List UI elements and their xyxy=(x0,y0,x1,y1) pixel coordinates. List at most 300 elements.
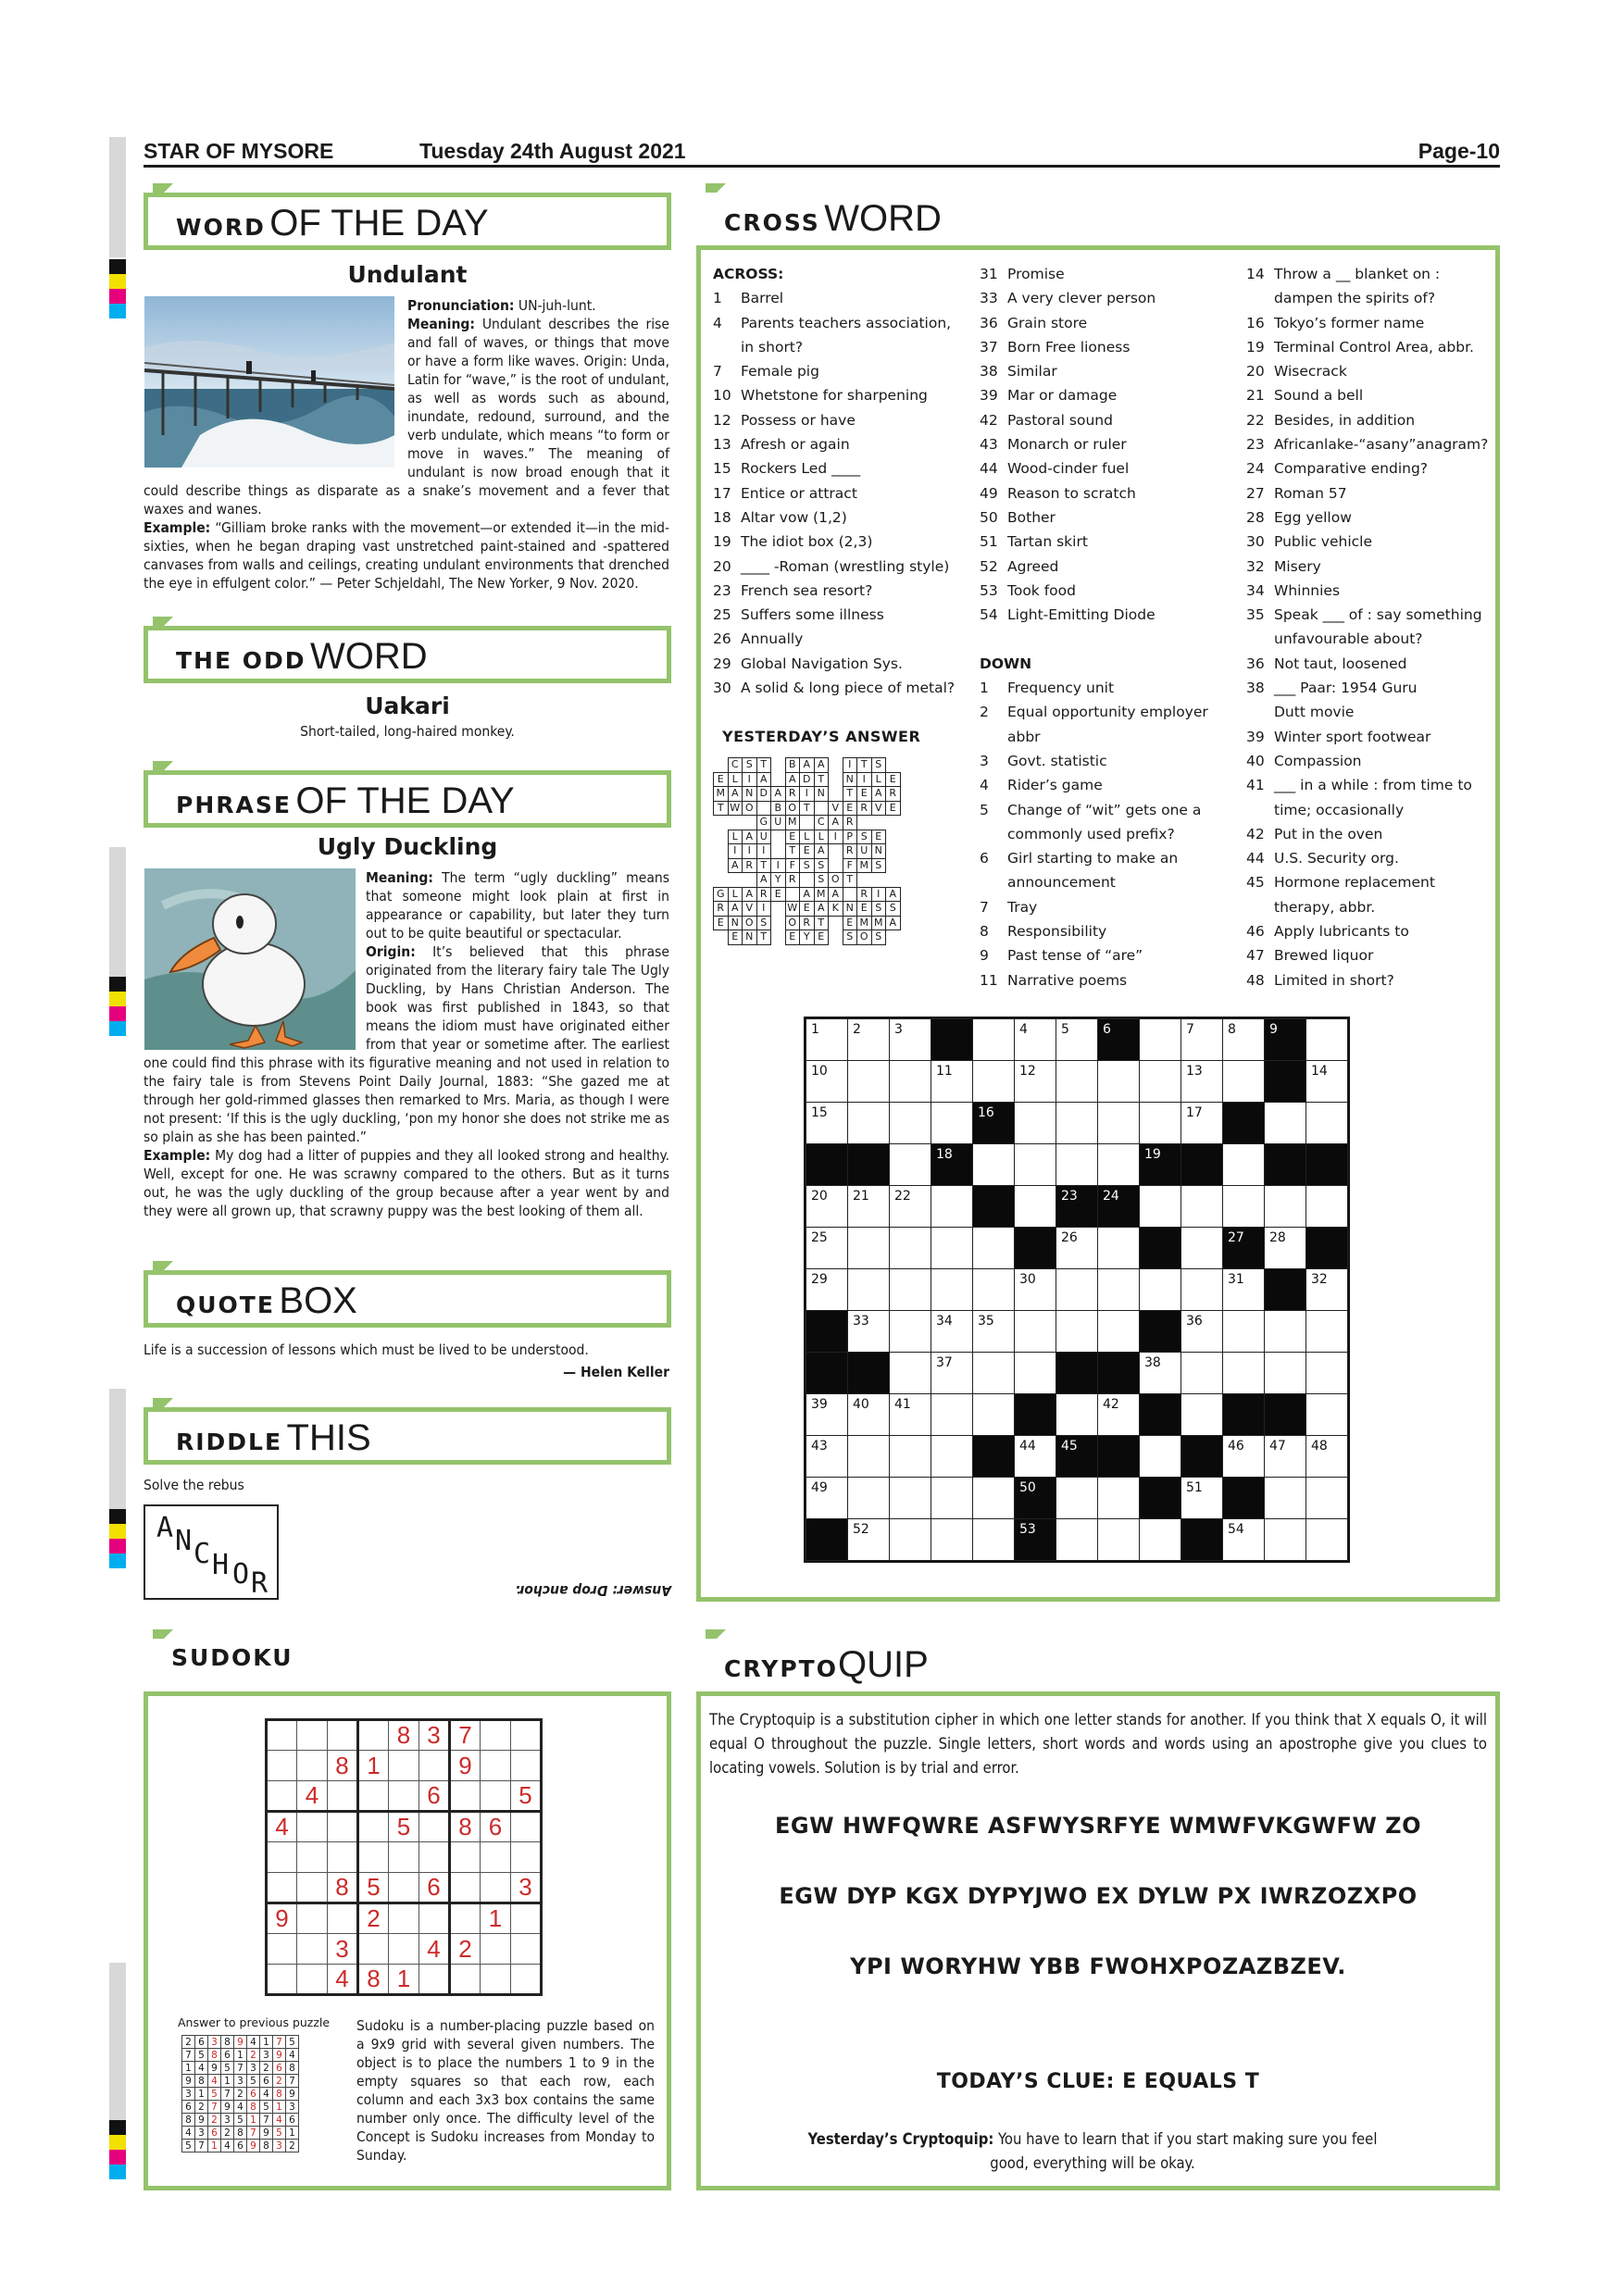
mini-cell: 3 xyxy=(182,2088,195,2101)
mini-cell: 2 xyxy=(182,2036,195,2049)
grid-cell[interactable] xyxy=(931,1186,973,1228)
sudoku-cell[interactable] xyxy=(511,1751,542,1781)
grid-cell[interactable] xyxy=(1140,1186,1181,1228)
grid-cell[interactable] xyxy=(931,1478,973,1519)
grid-cell[interactable] xyxy=(1056,1019,1098,1061)
grid-cell[interactable] xyxy=(1181,1186,1223,1228)
grid-cell[interactable] xyxy=(1306,1353,1348,1394)
sudoku-cell[interactable] xyxy=(297,1903,328,1934)
clue-text: Throw a __ blanket on : xyxy=(1274,266,1441,282)
sudoku-cell[interactable] xyxy=(297,1751,328,1781)
sudoku-cell[interactable] xyxy=(450,1873,481,1903)
sudoku-cell[interactable] xyxy=(267,1965,297,1995)
sudoku-cell[interactable] xyxy=(267,1873,297,1903)
grid-cell[interactable] xyxy=(1223,1269,1265,1311)
cell-number: 5 xyxy=(1061,1022,1069,1037)
grid-cell[interactable] xyxy=(1265,1353,1306,1394)
sudoku-cell[interactable] xyxy=(328,1720,358,1751)
black-square xyxy=(973,1436,1015,1478)
clue-row xyxy=(980,408,1230,432)
clue-row xyxy=(1246,822,1496,846)
grid-row xyxy=(806,1186,1348,1228)
grid-cell[interactable] xyxy=(848,1103,890,1144)
grid-cell[interactable] xyxy=(1181,1311,1223,1353)
answer-cell: S xyxy=(871,930,886,945)
answer-cell: R xyxy=(843,844,857,859)
grid-cell[interactable] xyxy=(973,1061,1015,1103)
sudoku-cell[interactable] xyxy=(328,1812,358,1842)
grid-cell[interactable] xyxy=(806,1103,848,1144)
answer-cell: E xyxy=(886,772,901,787)
phrase-title: Ugly Duckling xyxy=(317,833,498,860)
cell-number: 34 xyxy=(936,1314,953,1329)
answer-cell: S xyxy=(743,758,757,773)
sudoku-cell[interactable] xyxy=(450,1903,481,1934)
grid-cell[interactable] xyxy=(890,1311,931,1353)
cell-number: 19 xyxy=(1144,1147,1161,1162)
grid-cell[interactable] xyxy=(848,1478,890,1519)
sudoku-cell[interactable] xyxy=(358,1934,389,1965)
grid-cell[interactable] xyxy=(1140,1103,1181,1144)
rebus-box xyxy=(144,1504,279,1600)
mini-cell: 6 xyxy=(182,2101,195,2114)
grid-cell[interactable] xyxy=(1098,1519,1140,1561)
sudoku-cell[interactable] xyxy=(358,1812,389,1842)
clue-text: Tartan skirt xyxy=(1007,533,1088,551)
sudoku-cell[interactable] xyxy=(389,1903,419,1934)
mini-cell: 5 xyxy=(247,2075,260,2088)
sudoku-cell: 4 xyxy=(297,1781,328,1812)
sudoku-cell[interactable] xyxy=(511,1934,542,1965)
sudoku-cell[interactable] xyxy=(511,1842,542,1873)
grid-cell[interactable] xyxy=(1265,1228,1306,1269)
grid-cell[interactable] xyxy=(1265,1519,1306,1561)
grid-cell[interactable] xyxy=(1306,1269,1348,1311)
sudoku-cell[interactable] xyxy=(389,1873,419,1903)
grid-cell[interactable] xyxy=(1181,1228,1223,1269)
clue-number: 13 xyxy=(713,436,731,454)
cryptoquip-line-3: YPI WORYHW YBB FWOHXPOZAZBZEV. xyxy=(850,1953,1346,1979)
black-square xyxy=(848,1144,890,1186)
grid-cell[interactable] xyxy=(890,1519,931,1561)
clue-number: 23 xyxy=(1246,436,1265,454)
answer-cell: R xyxy=(756,887,771,902)
grid-cell[interactable] xyxy=(890,1478,931,1519)
sudoku-cell[interactable] xyxy=(481,1781,511,1812)
grid-cell[interactable] xyxy=(1056,1144,1098,1186)
grid-cell[interactable] xyxy=(1140,1436,1181,1478)
grid-cell[interactable] xyxy=(806,1478,848,1519)
grid-cell[interactable] xyxy=(1306,1311,1348,1353)
grid-cell[interactable] xyxy=(1223,1519,1265,1561)
black-square xyxy=(1140,1144,1181,1186)
grid-cell[interactable] xyxy=(1140,1019,1181,1061)
grid-cell[interactable] xyxy=(806,1269,848,1311)
grid-cell[interactable] xyxy=(931,1436,973,1478)
sudoku-cell[interactable] xyxy=(450,1842,481,1873)
grid-cell[interactable] xyxy=(1015,1269,1056,1311)
answer-cell: S xyxy=(871,758,886,773)
sudoku-cell[interactable] xyxy=(297,1812,328,1842)
grid-cell[interactable] xyxy=(973,1269,1015,1311)
grid-cell[interactable] xyxy=(1306,1103,1348,1144)
sudoku-cell[interactable] xyxy=(419,1812,450,1842)
grid-cell[interactable] xyxy=(806,1061,848,1103)
grid-cell[interactable] xyxy=(1056,1478,1098,1519)
cell-number: 45 xyxy=(1061,1439,1078,1454)
answer-cell: S xyxy=(814,858,829,873)
grid-cell[interactable] xyxy=(1015,1061,1056,1103)
grid-cell[interactable] xyxy=(848,1519,890,1561)
grid-cell[interactable] xyxy=(890,1103,931,1144)
grid-cell[interactable] xyxy=(931,1228,973,1269)
grid-cell[interactable] xyxy=(890,1394,931,1436)
clue-number: 9 xyxy=(980,947,989,965)
clue-text: Egg yellow xyxy=(1274,508,1352,526)
sudoku-cell[interactable] xyxy=(389,1934,419,1965)
grid-cell[interactable] xyxy=(1056,1311,1098,1353)
clue-text: Winter sport footwear xyxy=(1274,728,1431,745)
rebus-letter: N xyxy=(175,1525,193,1557)
grid-cell[interactable] xyxy=(1181,1269,1223,1311)
grid-cell[interactable] xyxy=(1223,1311,1265,1353)
grid-cell[interactable] xyxy=(1223,1186,1265,1228)
grid-cell[interactable] xyxy=(890,1019,931,1061)
sudoku-cell[interactable] xyxy=(419,1842,450,1873)
answer-cell: E xyxy=(843,916,857,930)
grid-cell[interactable] xyxy=(1098,1061,1140,1103)
mini-cell: 3 xyxy=(221,2114,234,2127)
sudoku-cell[interactable] xyxy=(297,1965,328,1995)
grid-cell[interactable] xyxy=(1056,1269,1098,1311)
mini-cell: 6 xyxy=(247,2088,260,2101)
answer-cell: A xyxy=(814,902,829,917)
grid-cell[interactable] xyxy=(1306,1186,1348,1228)
grid-cell[interactable] xyxy=(1140,1519,1181,1561)
grid-cell[interactable] xyxy=(973,1019,1015,1061)
grid-cell[interactable] xyxy=(973,1228,1015,1269)
answer-cell: N xyxy=(871,844,886,859)
grid-cell[interactable] xyxy=(973,1311,1015,1353)
grid-cell[interactable] xyxy=(848,1019,890,1061)
sudoku-cell[interactable] xyxy=(267,1781,297,1812)
grid-row xyxy=(806,1103,1348,1144)
grid-cell[interactable] xyxy=(1015,1019,1056,1061)
grid-cell[interactable] xyxy=(1265,1103,1306,1144)
grid-cell[interactable] xyxy=(1223,1436,1265,1478)
mini-cell: 6 xyxy=(234,2140,247,2152)
answer-cell xyxy=(771,830,786,844)
answer-cell: O xyxy=(785,801,800,816)
answer-cell: E xyxy=(714,772,729,787)
grid-cell[interactable] xyxy=(1181,1103,1223,1144)
mini-cell: 3 xyxy=(195,2127,208,2140)
sudoku-cell[interactable] xyxy=(297,1842,328,1873)
grid-cell[interactable] xyxy=(973,1394,1015,1436)
grid-cell[interactable] xyxy=(1056,1061,1098,1103)
clue-text: Took food xyxy=(1007,581,1076,599)
grid-cell[interactable] xyxy=(806,1394,848,1436)
rebus-letter: O xyxy=(232,1558,250,1591)
black-square xyxy=(1181,1144,1223,1186)
grid-cell[interactable] xyxy=(973,1353,1015,1394)
grid-cell[interactable] xyxy=(890,1436,931,1478)
grid-cell[interactable] xyxy=(1140,1061,1181,1103)
grid-row xyxy=(806,1311,1348,1353)
grid-cell[interactable] xyxy=(1098,1311,1140,1353)
grid-cell[interactable] xyxy=(1181,1478,1223,1519)
grid-cell[interactable] xyxy=(1056,1103,1098,1144)
answer-cell xyxy=(871,873,886,888)
answer-cell xyxy=(886,830,901,844)
grid-cell[interactable] xyxy=(806,1186,848,1228)
grid-cell[interactable] xyxy=(1265,1311,1306,1353)
answer-row xyxy=(714,801,901,816)
sudoku-cell[interactable] xyxy=(267,1751,297,1781)
black-square xyxy=(1015,1394,1056,1436)
grid-cell[interactable] xyxy=(931,1311,973,1353)
answer-cell xyxy=(771,758,786,773)
grid-cell[interactable] xyxy=(806,1228,848,1269)
mini-cell: 9 xyxy=(182,2075,195,2088)
answer-cell: L xyxy=(871,772,886,787)
sudoku-cell[interactable] xyxy=(358,1842,389,1873)
sudoku-cell[interactable] xyxy=(267,1842,297,1873)
grid-cell[interactable] xyxy=(1140,1269,1181,1311)
black-square xyxy=(1098,1019,1140,1061)
sudoku-cell[interactable] xyxy=(297,1934,328,1965)
grid-cell[interactable] xyxy=(973,1478,1015,1519)
grid-cell[interactable] xyxy=(806,1019,848,1061)
grid-cell[interactable] xyxy=(1015,1144,1056,1186)
grid-cell[interactable] xyxy=(1181,1061,1223,1103)
example-text: “Gilliam broke ranks with the movement—or extended it—in the mid-sixties, when he began draping vast unstretched paint-stained and -spattered canvases from walls and ceilings, creating undulant environments that drenched the eye in effulgent color.” — Peter Schjeldahl, The New Yorker, 9 Nov. 2020. xyxy=(144,519,669,592)
grid-cell[interactable] xyxy=(1015,1353,1056,1394)
grid-cell[interactable] xyxy=(931,1061,973,1103)
sudoku-cell[interactable] xyxy=(358,1720,389,1751)
grid-cell[interactable] xyxy=(890,1228,931,1269)
grid-cell[interactable] xyxy=(931,1353,973,1394)
grid-cell[interactable] xyxy=(1306,1519,1348,1561)
sudoku-cell[interactable] xyxy=(450,1781,481,1812)
sudoku-cell[interactable] xyxy=(419,1751,450,1781)
grid-cell[interactable] xyxy=(1098,1478,1140,1519)
grid-cell[interactable] xyxy=(848,1311,890,1353)
answer-cell: M xyxy=(871,916,886,930)
grid-cell[interactable] xyxy=(1056,1394,1098,1436)
grid-cell[interactable] xyxy=(1265,1436,1306,1478)
mini-cell: 1 xyxy=(273,2101,286,2114)
grid-cell[interactable] xyxy=(1223,1061,1265,1103)
sudoku-cell[interactable] xyxy=(267,1934,297,1965)
grid-cell[interactable] xyxy=(890,1353,931,1394)
sudoku-cell: 1 xyxy=(358,1751,389,1781)
grid-cell[interactable] xyxy=(1015,1186,1056,1228)
clue-text: time; occasionally xyxy=(1274,801,1405,818)
meaning-text: Undulant describes the rise and fall of waves, or things that move or have a form like waves. xyxy=(407,316,669,369)
clue-number: 40 xyxy=(1246,752,1265,769)
clues-col2 xyxy=(980,262,1230,992)
grid-cell[interactable] xyxy=(1056,1519,1098,1561)
sudoku-cell[interactable] xyxy=(389,1842,419,1873)
mini-cell: 1 xyxy=(208,2140,221,2152)
grid-cell[interactable] xyxy=(848,1269,890,1311)
grid-cell[interactable] xyxy=(1265,1186,1306,1228)
sudoku-cell[interactable] xyxy=(511,1720,542,1751)
grid-cell[interactable] xyxy=(1181,1394,1223,1436)
grid-cell[interactable] xyxy=(1098,1394,1140,1436)
clue-text: Altar vow (1,2) xyxy=(741,508,847,526)
grid-cell[interactable] xyxy=(890,1186,931,1228)
sudoku-cell[interactable] xyxy=(419,1903,450,1934)
page-number: Page-10 xyxy=(1418,139,1500,163)
answer-cell: A xyxy=(728,787,743,802)
sudoku-cell[interactable] xyxy=(297,1720,328,1751)
black-square xyxy=(806,1519,848,1561)
clue-number: 27 xyxy=(1246,484,1265,502)
black-square xyxy=(1098,1186,1140,1228)
sudoku-cell[interactable] xyxy=(511,1903,542,1934)
black-square xyxy=(931,1144,973,1186)
grid-cell[interactable] xyxy=(1181,1353,1223,1394)
answer-cell: A xyxy=(743,830,757,844)
clue-row xyxy=(1246,359,1496,383)
cell-number: 4 xyxy=(1019,1022,1028,1037)
grid-cell[interactable] xyxy=(931,1269,973,1311)
grid-cell[interactable] xyxy=(931,1394,973,1436)
clue-row xyxy=(1246,286,1496,310)
grid-cell[interactable] xyxy=(1223,1019,1265,1061)
grid-cell[interactable] xyxy=(1223,1353,1265,1394)
mini-cell: 2 xyxy=(260,2062,273,2075)
sudoku-cell[interactable] xyxy=(511,1965,542,1995)
sudoku-cell[interactable] xyxy=(450,1965,481,1995)
mini-cell: 6 xyxy=(195,2036,208,2049)
grid-cell[interactable] xyxy=(890,1269,931,1311)
answer-cell: K xyxy=(829,902,843,917)
grid-cell[interactable] xyxy=(1015,1436,1056,1478)
sudoku-cell[interactable] xyxy=(389,1751,419,1781)
answer-cell xyxy=(886,930,901,945)
clue-row xyxy=(980,335,1230,359)
grid-cell[interactable] xyxy=(1306,1394,1348,1436)
quote-heading xyxy=(144,1270,671,1328)
sudoku-cell[interactable] xyxy=(511,1812,542,1842)
grid-cell[interactable] xyxy=(1265,1478,1306,1519)
sudoku-cell[interactable] xyxy=(328,1781,358,1812)
sudoku-cell[interactable] xyxy=(328,1903,358,1934)
clue-number: 29 xyxy=(713,655,731,672)
cryptoquip-clue: TODAY’S CLUE: E EQUALS T xyxy=(936,2070,1260,2093)
sudoku-cell[interactable] xyxy=(481,1720,511,1751)
clue-number: 26 xyxy=(713,630,731,648)
grid-cell[interactable] xyxy=(973,1519,1015,1561)
sudoku-cell: 9 xyxy=(267,1903,297,1934)
sudoku-cell[interactable] xyxy=(389,1781,419,1812)
clue-number: 47 xyxy=(1246,947,1265,965)
clue-row xyxy=(713,456,963,480)
grid-cell[interactable] xyxy=(1015,1311,1056,1353)
sudoku-cell: 5 xyxy=(389,1812,419,1842)
sudoku-cell[interactable] xyxy=(481,1751,511,1781)
answer-cell: L xyxy=(728,772,743,787)
clue-text: Dutt movie xyxy=(1274,704,1355,721)
rebus-letter: R xyxy=(251,1567,269,1600)
clue-row xyxy=(713,555,963,579)
grid-cell[interactable] xyxy=(806,1436,848,1478)
grid-cell[interactable] xyxy=(1098,1144,1140,1186)
clue-number: 44 xyxy=(1246,850,1265,867)
clue-row xyxy=(980,773,1230,797)
answer-cell: A xyxy=(886,916,901,930)
rebus-letter: H xyxy=(212,1549,230,1581)
grid-cell[interactable] xyxy=(1056,1228,1098,1269)
grid-cell[interactable] xyxy=(1140,1353,1181,1394)
cell-number: 7 xyxy=(1186,1022,1194,1037)
grid-cell[interactable] xyxy=(848,1061,890,1103)
grid-cell[interactable] xyxy=(973,1144,1015,1186)
sudoku-cell[interactable] xyxy=(481,1873,511,1903)
sudoku-cell[interactable] xyxy=(297,1873,328,1903)
clue-row xyxy=(1246,919,1496,943)
heading-big: OF THE DAY xyxy=(295,780,515,821)
clue-row xyxy=(1246,456,1496,480)
grid-cell[interactable] xyxy=(931,1103,973,1144)
cell-number: 37 xyxy=(936,1355,953,1370)
black-square xyxy=(1056,1186,1098,1228)
grid-cell[interactable] xyxy=(1015,1103,1056,1144)
grid-cell[interactable] xyxy=(1306,1019,1348,1061)
answer-cell: I xyxy=(756,844,771,859)
sudoku-cell[interactable] xyxy=(358,1781,389,1812)
mini-cell: 9 xyxy=(208,2062,221,2075)
sudoku-cell: 8 xyxy=(389,1720,419,1751)
sudoku-cell[interactable] xyxy=(328,1842,358,1873)
grid-cell[interactable] xyxy=(1098,1269,1140,1311)
sudoku-cell[interactable] xyxy=(481,1965,511,1995)
clue-number: 2 xyxy=(980,704,989,721)
grid-cell[interactable] xyxy=(848,1228,890,1269)
sudoku-cell[interactable] xyxy=(481,1934,511,1965)
cell-number: 51 xyxy=(1186,1480,1203,1495)
answer-cell: R xyxy=(743,858,757,873)
grid-cell[interactable] xyxy=(890,1061,931,1103)
clue-row xyxy=(1246,798,1496,822)
grid-cell[interactable] xyxy=(848,1186,890,1228)
grid-cell[interactable] xyxy=(1306,1061,1348,1103)
grid-cell[interactable] xyxy=(848,1394,890,1436)
grid-cell[interactable] xyxy=(931,1519,973,1561)
sudoku-cell[interactable] xyxy=(419,1965,450,1995)
clue-number: 28 xyxy=(1246,508,1265,526)
sudoku-cell[interactable] xyxy=(267,1720,297,1751)
grid-cell[interactable] xyxy=(1181,1019,1223,1061)
cell-number: 23 xyxy=(1061,1189,1078,1204)
answer-cell: E xyxy=(814,930,829,945)
grid-cell[interactable] xyxy=(890,1144,931,1186)
clue-row xyxy=(713,579,963,603)
grid-cell[interactable] xyxy=(1306,1436,1348,1478)
grid-cell[interactable] xyxy=(1223,1144,1265,1186)
sudoku-cell[interactable] xyxy=(481,1842,511,1873)
grid-cell[interactable] xyxy=(848,1436,890,1478)
answer-cell: B xyxy=(785,758,800,773)
grid-cell[interactable] xyxy=(1306,1478,1348,1519)
clue-row xyxy=(1246,652,1496,676)
across-heading: ACROSS: xyxy=(713,266,784,282)
grid-cell[interactable] xyxy=(1098,1228,1140,1269)
grid-cell[interactable] xyxy=(1098,1103,1140,1144)
